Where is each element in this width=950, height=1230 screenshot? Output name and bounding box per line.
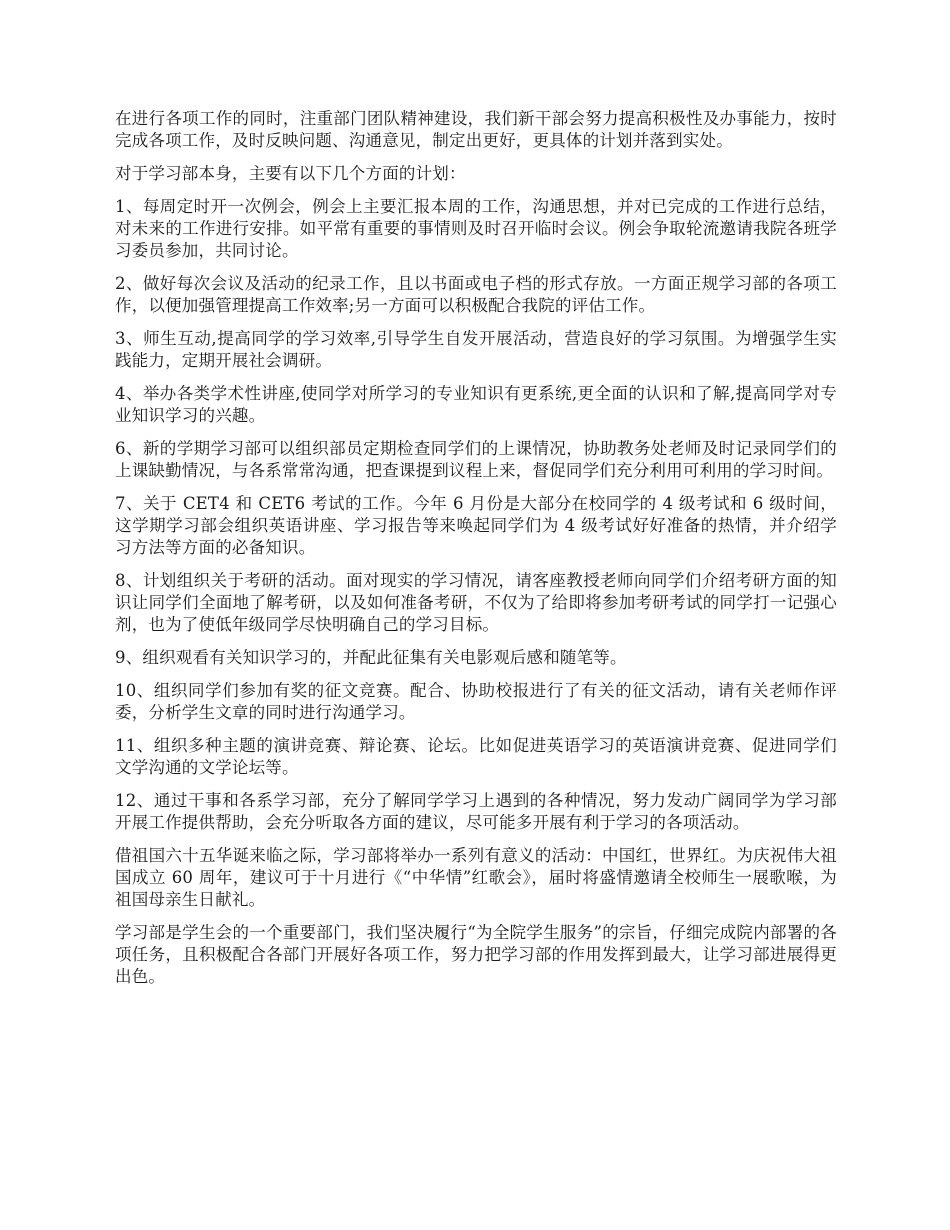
paragraph-item-6: 6、新的学期学习部可以组织部员定期检查同学们的上课情况，协助教务处老师及时记录同学们的上课缺勤情况，与各系常常沟通，把查课提到议程上来，督促同学们充分利用可利用的学习时间。 <box>115 439 837 480</box>
paragraph-item-8: 8、计划组织关于考研的活动。面对现实的学习情况，请客座教授老师向同学们介绍考研方面的知识让同学们全面地了解考研，以及如何准备考研，不仅为了给即将参加考研考试的同学打一记强心剂，也为了使低年级同学尽快明确自己的学习目标。 <box>115 571 837 634</box>
paragraph-conclusion: 学习部是学生会的一个重要部门，我们坚决履行“为全院学生服务”的宗旨，仔细完成院内部署的各项任务，且积极配合各部门开展好各项工作，努力把学习部的作用发挥到最大，让学习部进展得更出色。 <box>115 923 837 986</box>
paragraph-item-11: 11、组织多种主题的演讲竞赛、辩论赛、论坛。比如促进英语学习的英语演讲竞赛、促进同学们文学沟通的文学论坛等。 <box>115 736 837 777</box>
paragraph-item-10: 10、组织同学们参加有奖的征文竞赛。配合、协助校报进行了有关的征文活动，请有关老师作评委，分析学生文章的同时进行沟通学习。 <box>115 681 837 722</box>
paragraph-item-12: 12、通过干事和各系学习部，充分了解同学学习上遇到的各种情况，努力发动广阔同学为学习部开展工作提供帮助，会充分听取各方面的建议，尽可能多开展有利于学习的各项活动。 <box>115 791 837 832</box>
paragraph-item-3: 3、师生互动,提高同学的学习效率,引导学生自发开展活动，营造良好的学习氛围。为增强学生实践能力，定期开展社会调研。 <box>115 329 837 370</box>
paragraph-item-9: 9、组织观看有关知识学习的，并配此征集有关电影观后感和随笔等。 <box>115 648 627 667</box>
paragraph-plan-heading: 对于学习部本身，主要有以下几个方面的计划： <box>115 164 466 183</box>
paragraph-item-1: 1、每周定时开一次例会，例会上主要汇报本周的工作，沟通思想，并对已完成的工作进行总结，对未来的工作进行安排。如平常有重要的事情则及时召开临时会议。例会争取轮流邀请我院各班学习委员参加，共同讨论。 <box>115 197 837 260</box>
paragraph-item-2: 2、做好每次会议及活动的纪录工作，且以书面或电子档的形式存放。一方面正规学习部的各项工作，以便加强管理提高工作效率;另一方面可以积极配合我院的评估工作。 <box>115 274 837 315</box>
paragraph-item-4: 4、举办各类学术性讲座,使同学对所学习的专业知识有更系统,更全面的认识和了解,提高同学对专业知识学习的兴趣。 <box>115 384 837 425</box>
document-body <box>115 108 837 999</box>
paragraph-item-7: 7、关于 CET4 和 CET6 考试的工作。今年 6 月份是大部分在校同学的 4 级考试和 6 级时间，这学期学习部会组织英语讲座、学习报告等来唤起同学们为 4 级考试好好准备的热情，并介绍学习方法等方面的必备知识。 <box>115 494 837 557</box>
paragraph-anniversary: 借祖国六十五华诞来临之际，学习部将举办一系列有意义的活动：中国红，世界红。为庆祝伟大祖国成立 60 周年，建议可于十月进行《“中华情”红歌会》，届时将盛情邀请全校师生一展歌喉，为祖国母亲生日献礼。 <box>115 846 837 909</box>
paragraph-intro: 在进行各项工作的同时，注重部门团队精神建设，我们新干部会努力提高积极性及办事能力，按时完成各项工作，及时反映问题、沟通意见，制定出更好，更具体的计划并落到实处。 <box>115 109 837 150</box>
